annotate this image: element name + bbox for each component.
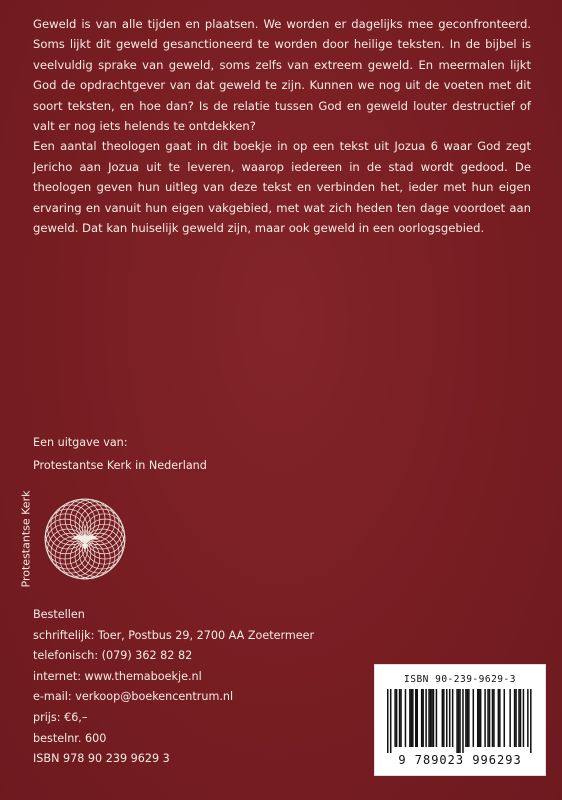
barcode-bar xyxy=(492,689,494,747)
barcode-bar xyxy=(436,689,438,747)
order-info xyxy=(33,605,314,770)
barcode-bar xyxy=(504,689,506,747)
barcode-bar xyxy=(499,689,501,747)
barcode-bar xyxy=(509,689,511,747)
barcode-bar xyxy=(468,689,470,747)
barcode-bar xyxy=(446,689,448,747)
barcode-bar xyxy=(416,689,418,747)
publisher-block xyxy=(33,431,207,477)
barcode-bar xyxy=(498,689,500,747)
barcode-bar xyxy=(480,689,482,747)
barcode-bar xyxy=(405,689,407,747)
barcode-digits: 9 789023 996293 xyxy=(398,753,522,767)
barcode-bar xyxy=(478,689,480,747)
barcode-bar xyxy=(523,689,525,747)
order-phone: telefonisch: (079) 362 82 82 xyxy=(33,649,193,663)
barcode-bar xyxy=(465,689,467,747)
blurb-paragraph-2: Een aantal theologen gaat in dit boekje in op een tekst uit Jozua 6 waar God zegt Jericho aan Jozua uit te leveren, waarop iedereen in de stad wordt gedood. De theologen geven hun uitleg van deze tekst en verbinden het, ieder met hun eigen ervaring en vanuit hun eigen vakgebied, met wat zich heden ten dage voordoet aan geweld. Dat kan huiselijk geweld zijn, maar ook geweld in een oorlogsgebied. xyxy=(33,139,531,236)
barcode-bar xyxy=(387,689,389,753)
barcode-bar xyxy=(415,689,417,747)
barcode-bar xyxy=(425,689,427,747)
barcode-bar xyxy=(442,689,444,747)
barcode-bar xyxy=(411,689,413,747)
order-email: e-mail: verkoop@boekencentrum.nl xyxy=(33,690,234,704)
barcode-bar xyxy=(484,689,486,747)
barcode-label xyxy=(374,664,546,776)
publisher-name: Protestantse Kerk in Nederland xyxy=(33,459,207,472)
barcode-bar xyxy=(428,689,430,747)
barcode-bar xyxy=(422,689,424,747)
barcode-bar xyxy=(520,689,522,747)
order-internet: internet: www.themaboekje.nl xyxy=(33,669,202,683)
barcode-bar xyxy=(515,689,517,747)
order-isbn: ISBN 978 90 239 9629 3 xyxy=(33,752,170,766)
barcode-bar xyxy=(458,689,460,753)
barcode-bar xyxy=(487,689,489,747)
barcode-bar xyxy=(462,689,464,753)
barcode-bar xyxy=(412,689,414,747)
barcode-bar xyxy=(399,689,401,747)
barcode-isbn-label: ISBN 90-239-9629-3 xyxy=(404,674,516,685)
barcode-bar xyxy=(421,689,423,747)
barcode-bar xyxy=(467,689,469,747)
barcode-bar xyxy=(527,689,529,747)
barcode-bar xyxy=(452,689,454,747)
barcode-bar xyxy=(430,689,432,747)
order-written: schriftelijk: Toer, Postbus 29, 2700 AA Zoetermeer xyxy=(33,628,315,642)
dove-rosette-icon xyxy=(28,487,133,592)
barcode-bar xyxy=(394,689,396,747)
barcode-bar xyxy=(530,689,532,753)
barcode-icon xyxy=(387,689,533,753)
blurb-paragraph-1: Geweld is van alle tijden en plaatsen. We worden er dagelijks mee geconfronteerd. Soms lijkt dit geweld gesanctioneerd te worden door heilige teksten. In de bijbel is veelvuldig sprake van geweld, soms zelfs van extreem geweld. En meermalen lijkt God de opdrachtgever van dat geweld te zijn. Kunnen we nog uit de voeten met dit soort teksten, en hoe dan? Is de relatie tussen God en geweld louter destructief of valt er nog iets helends te ontdekken? xyxy=(33,17,531,134)
barcode-bar xyxy=(514,689,516,747)
barcode-bar xyxy=(456,689,458,753)
barcode-bar xyxy=(489,689,491,747)
logo-vertical-text: Protestantse Kerk xyxy=(19,490,33,588)
barcode-bar xyxy=(477,689,479,747)
blurb-text xyxy=(33,14,531,238)
barcode-bar xyxy=(400,689,402,747)
order-price: prijs: €6,– xyxy=(33,710,88,724)
barcode-bar xyxy=(473,689,475,747)
publisher-intro: Een uitgave van: xyxy=(33,436,128,449)
barcode-bar xyxy=(493,689,495,747)
barcode-bar xyxy=(390,689,392,753)
barcode-bar xyxy=(443,689,445,747)
barcode-bar xyxy=(459,689,461,753)
order-number: bestelnr. 600 xyxy=(33,731,107,745)
barcode-bar xyxy=(409,689,411,747)
barcode-bar xyxy=(396,689,398,747)
barcode-bar xyxy=(449,689,451,747)
barcode-bar xyxy=(431,689,433,747)
barcode-bar xyxy=(518,689,520,747)
order-heading: Bestellen xyxy=(33,608,85,621)
barcode-bar xyxy=(433,689,435,747)
